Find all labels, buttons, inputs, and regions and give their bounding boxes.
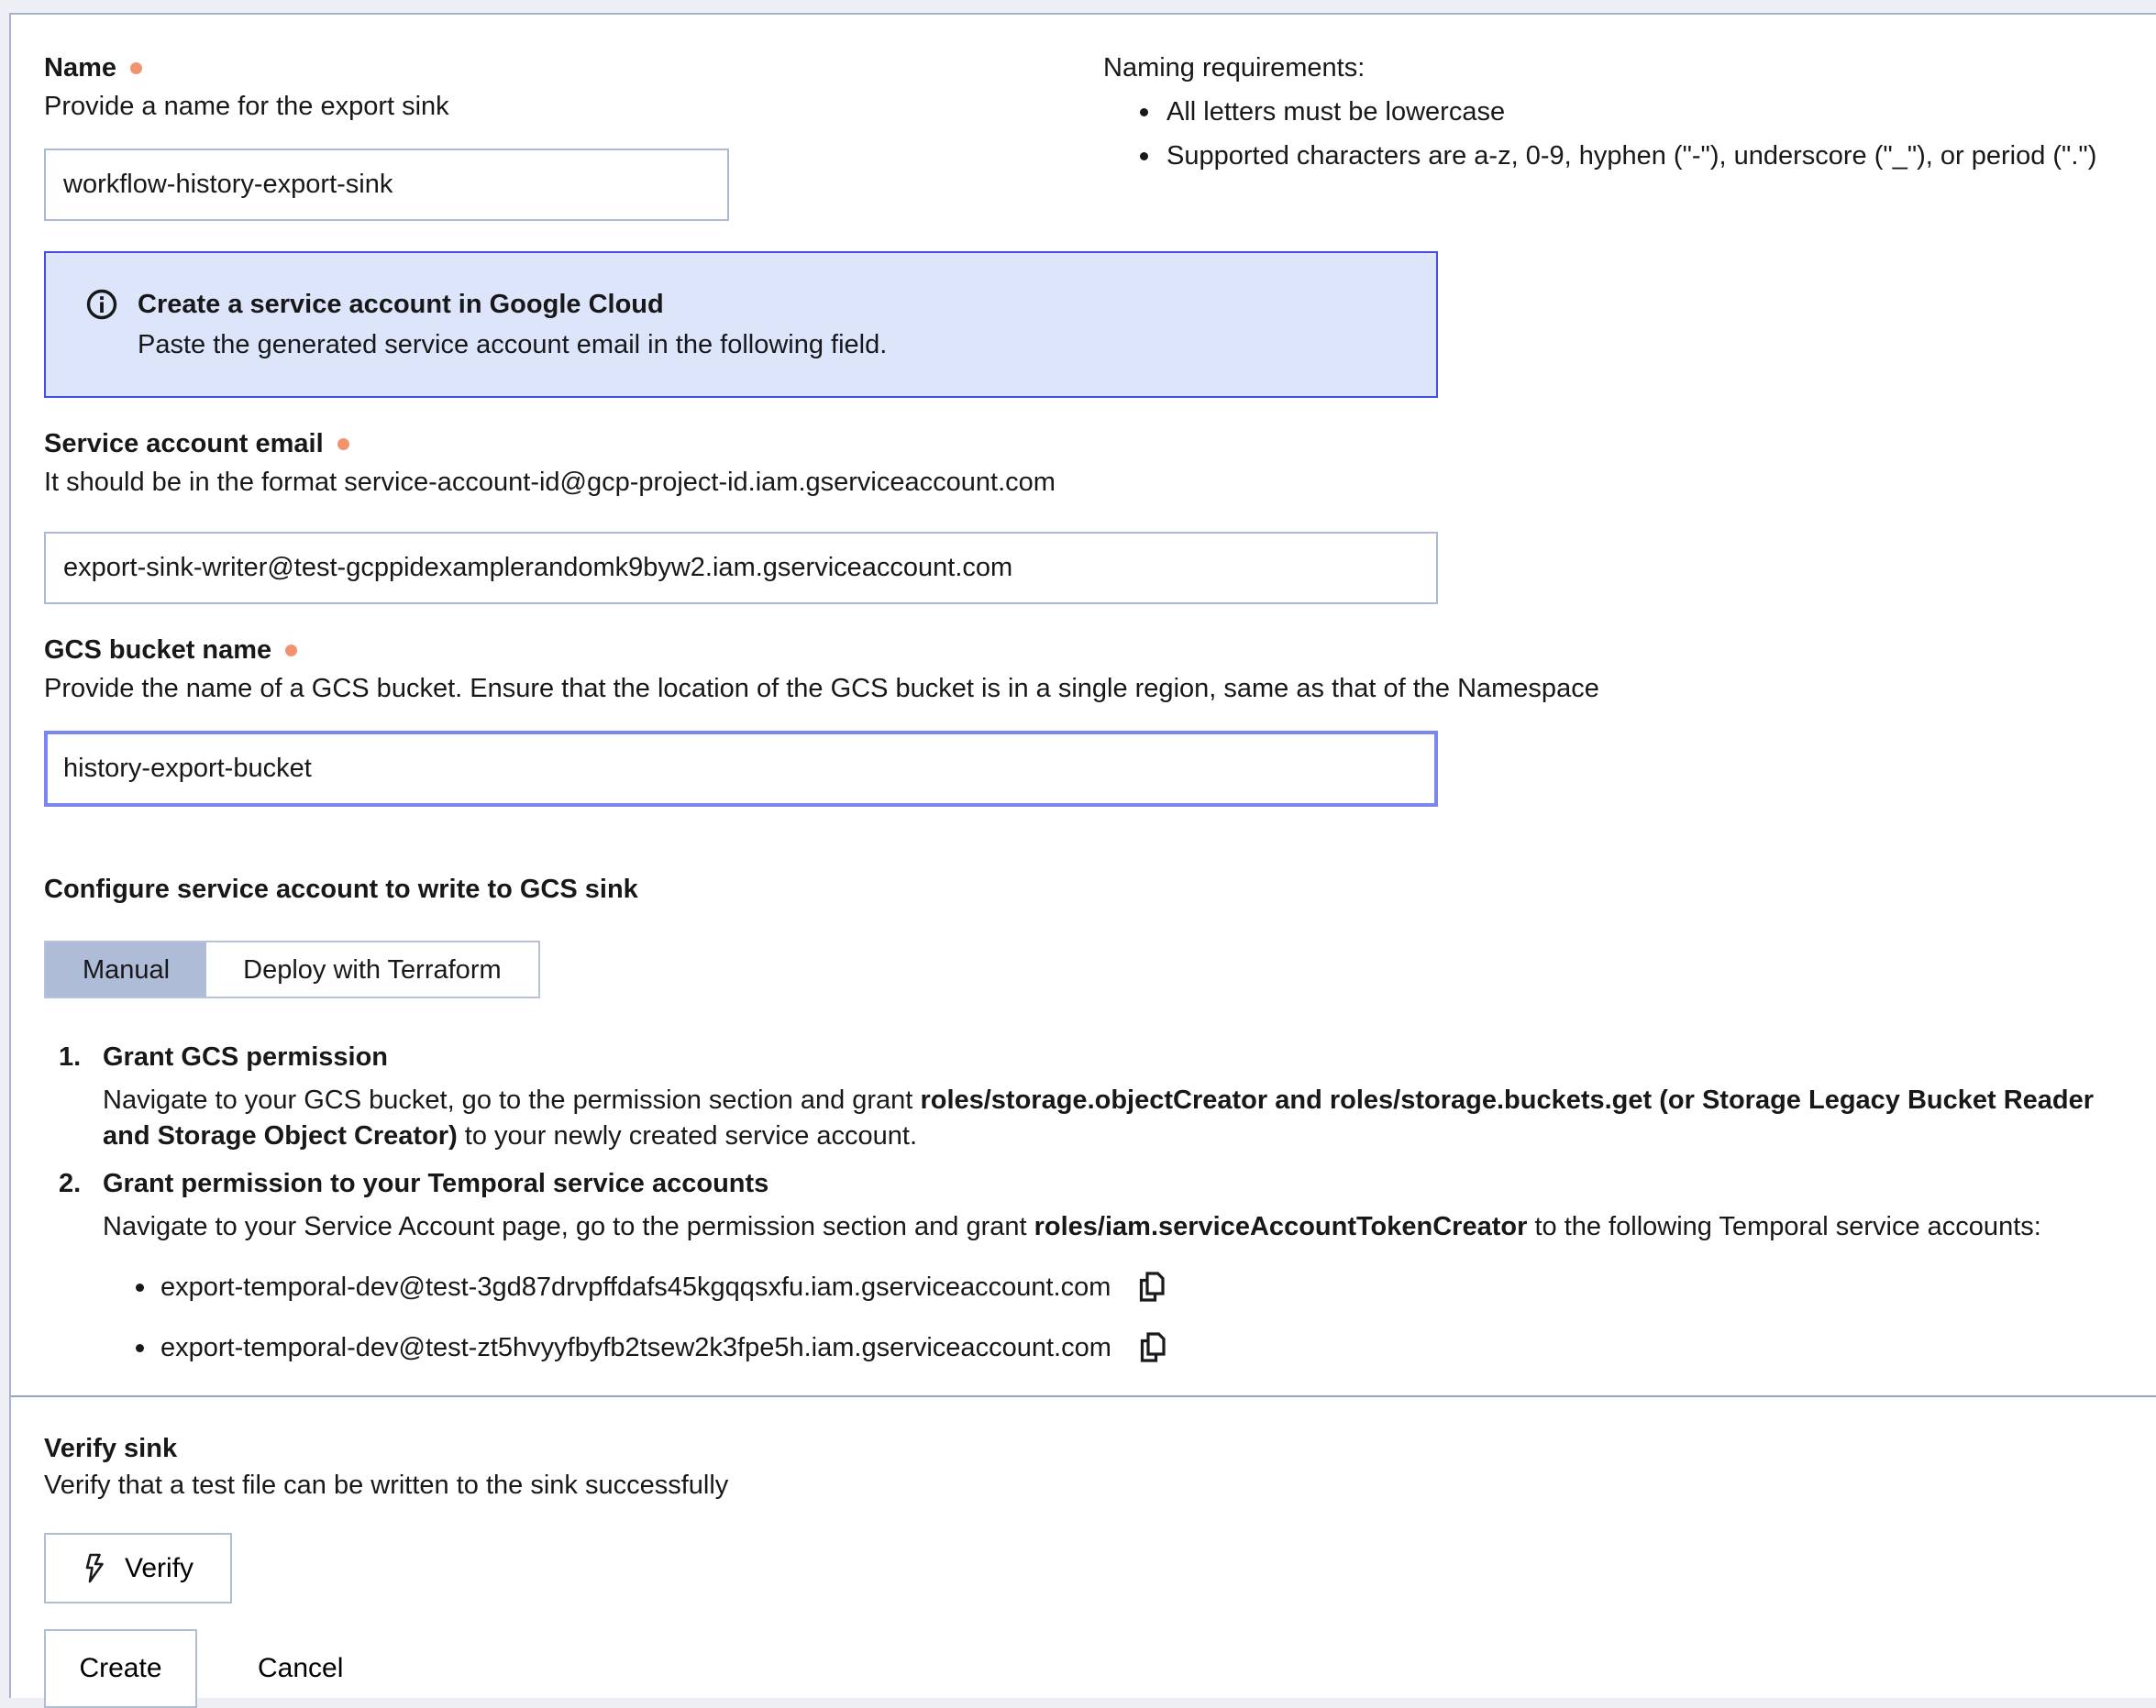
copy-button[interactable] bbox=[1135, 1330, 1170, 1365]
gcs-bucket-name-input[interactable] bbox=[44, 731, 1438, 807]
temporal-service-account-item bbox=[44, 1329, 2156, 1366]
temporal-service-account-email: export-temporal-dev@test-3gd87drvpffdafs45kgqqsxfu.iam.gserviceaccount.com bbox=[160, 1273, 1111, 1302]
step-body-text: to the following Temporal service accounts: bbox=[1527, 1212, 2041, 1241]
step-body-roles: roles/storage.objectCreator and roles/storage.buckets.get (or Storage Legacy Bucket Reader and Storage Object Creator) bbox=[103, 1085, 2095, 1151]
tab-deploy-with-terraform[interactable]: Deploy with Terraform bbox=[243, 954, 502, 985]
name-input[interactable] bbox=[44, 149, 729, 221]
name-label: Name bbox=[44, 53, 116, 83]
required-dot-icon bbox=[337, 438, 349, 450]
configure-method-tabs bbox=[44, 941, 540, 998]
naming-requirements bbox=[1103, 50, 2156, 174]
form-actions bbox=[44, 1629, 2156, 1708]
step-body-roles: roles/iam.serviceAccountTokenCreator bbox=[1034, 1212, 1528, 1241]
step-body-text: Navigate to your Service Account page, go to the permission section and grant bbox=[103, 1212, 1034, 1241]
info-circle-icon bbox=[86, 289, 117, 320]
service-account-email-label: Service account email bbox=[44, 429, 324, 458]
name-description: Provide a name for the export sink bbox=[44, 92, 449, 121]
verify-button[interactable] bbox=[44, 1533, 232, 1603]
step-title-text: Grant GCS permission bbox=[103, 1042, 389, 1072]
service-account-email-description: It should be in the format service-account-id@gcp-project-id.iam.gserviceaccount.com bbox=[44, 468, 1056, 497]
gcs-bucket-label-row bbox=[44, 632, 2156, 668]
configure-section-title: Configure service account to write to GCS sink bbox=[44, 875, 638, 904]
service-account-email-input[interactable] bbox=[44, 532, 1438, 604]
required-dot-icon bbox=[130, 62, 142, 74]
required-dot-icon bbox=[285, 645, 297, 656]
temporal-service-account-list bbox=[44, 1269, 2156, 1366]
copy-button[interactable] bbox=[1134, 1270, 1169, 1305]
step-grant-gcs-permission bbox=[44, 1039, 2156, 1154]
step-title bbox=[44, 1039, 2156, 1075]
step-body bbox=[44, 1083, 2117, 1154]
step-grant-temporal-permission bbox=[44, 1165, 2156, 1245]
verify-sink-description: Verify that a test file can be written to the sink successfully bbox=[44, 1471, 729, 1500]
step-title-text: Grant permission to your Temporal service accounts bbox=[103, 1169, 769, 1198]
export-sink-form-panel bbox=[9, 13, 2156, 1698]
info-banner-body: Paste the generated service account email in the following field. bbox=[138, 330, 888, 359]
verify-sink-title: Verify sink bbox=[44, 1434, 178, 1463]
create-button[interactable]: Create bbox=[44, 1629, 197, 1708]
gcs-bucket-field-group bbox=[44, 632, 2156, 807]
temporal-service-account-email: export-temporal-dev@test-zt5hvyyfbyfb2tsew2k3fpe5h.iam.gserviceaccount.com bbox=[160, 1333, 1111, 1362]
info-banner-title: Create a service account in Google Cloud bbox=[138, 290, 664, 319]
manual-steps bbox=[44, 1039, 2156, 1366]
copy-icon bbox=[1136, 1271, 1167, 1304]
naming-requirements-title: Naming requirements: bbox=[1103, 53, 1365, 83]
service-account-email-field-group bbox=[44, 425, 2156, 604]
step-body-text: Navigate to your GCS bucket, go to the permission section and grant bbox=[103, 1085, 921, 1115]
temporal-service-account-item bbox=[44, 1269, 2156, 1306]
naming-requirement-item: All letters must be lowercase bbox=[1103, 94, 2156, 130]
naming-requirements-list bbox=[1103, 94, 2156, 174]
info-banner-title-row bbox=[86, 286, 1409, 323]
step-number: 2. bbox=[59, 1169, 82, 1198]
create-service-account-info-banner bbox=[44, 251, 1438, 398]
gcs-bucket-description: Provide the name of a GCS bucket. Ensure that the location of the GCS bucket is in a single region, same as that of the Namespace bbox=[44, 674, 1599, 703]
step-body-text: to your newly created service account. bbox=[457, 1121, 918, 1151]
gcs-bucket-label: GCS bucket name bbox=[44, 635, 272, 665]
step-body bbox=[44, 1209, 2117, 1245]
tab-manual[interactable]: Manual bbox=[46, 942, 206, 997]
lightning-bolt-icon bbox=[83, 1553, 106, 1584]
step-number: 1. bbox=[59, 1042, 82, 1072]
step-title bbox=[44, 1165, 2156, 1202]
service-account-email-label-row bbox=[44, 425, 2156, 462]
section-divider bbox=[11, 1395, 2156, 1397]
cancel-button[interactable]: Cancel bbox=[258, 1650, 343, 1687]
copy-icon bbox=[1137, 1331, 1168, 1364]
verify-button-label: Verify bbox=[125, 1552, 194, 1583]
naming-requirement-item: Supported characters are a-z, 0-9, hyphen ("-"), underscore ("_"), or period (".") bbox=[1103, 138, 2156, 174]
name-section bbox=[44, 50, 2156, 221]
